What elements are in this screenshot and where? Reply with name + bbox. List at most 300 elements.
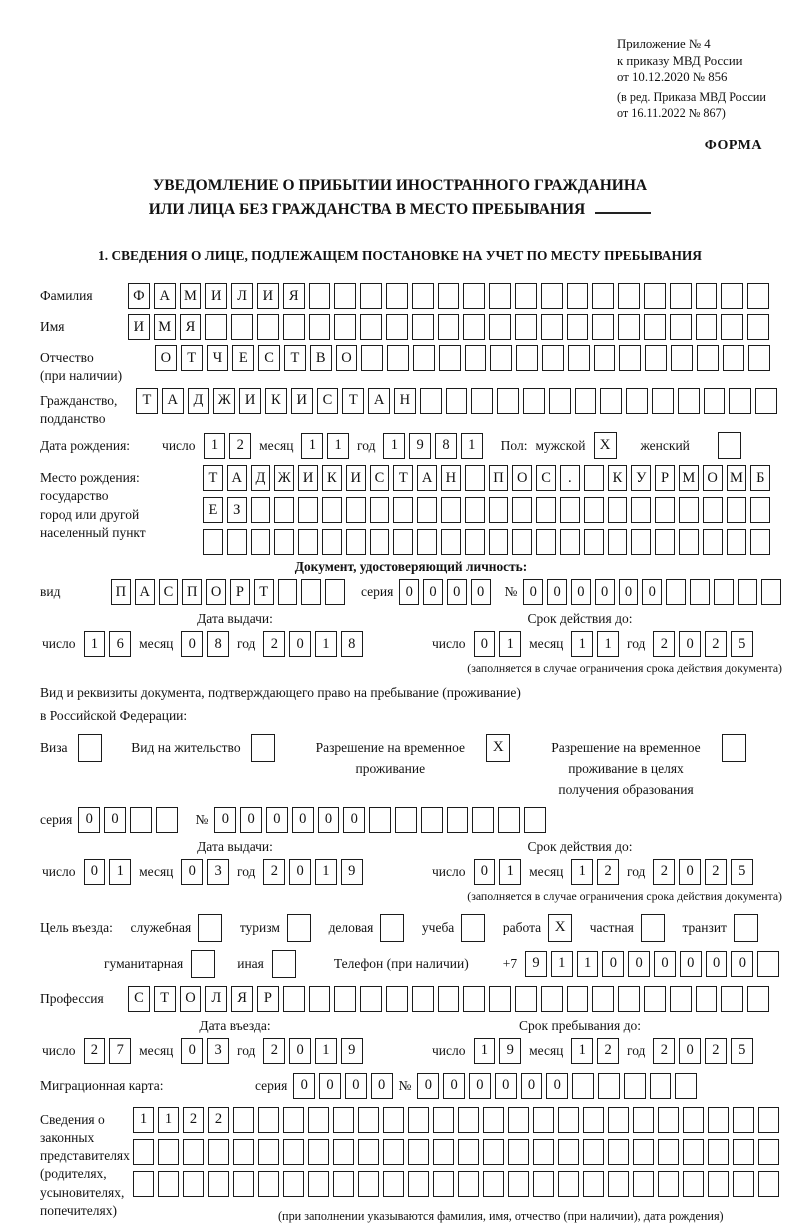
- char-cell[interactable]: [358, 1107, 379, 1133]
- char-cell[interactable]: И: [239, 388, 261, 414]
- char-cell[interactable]: 0: [469, 1073, 491, 1099]
- char-cell[interactable]: [346, 497, 366, 523]
- char-cell[interactable]: З: [227, 497, 247, 523]
- char-cell[interactable]: 2: [653, 859, 675, 885]
- option-temp-residence-edu-checkbox[interactable]: [722, 734, 746, 762]
- char-cell[interactable]: [417, 497, 437, 523]
- char-cell[interactable]: [747, 314, 769, 340]
- char-cell[interactable]: [251, 497, 271, 523]
- char-cell[interactable]: [542, 345, 564, 371]
- char-cell[interactable]: [723, 345, 745, 371]
- char-cell[interactable]: [133, 1171, 154, 1197]
- purpose-other-checkbox[interactable]: [272, 950, 296, 978]
- char-cell[interactable]: [523, 388, 545, 414]
- char-cell[interactable]: [608, 529, 628, 555]
- char-cell[interactable]: Е: [232, 345, 254, 371]
- char-cell[interactable]: 1: [571, 631, 593, 657]
- char-cell[interactable]: [251, 529, 271, 555]
- char-cell[interactable]: [541, 986, 563, 1012]
- char-cell[interactable]: [369, 807, 391, 833]
- char-cell[interactable]: [652, 388, 674, 414]
- char-cell[interactable]: Р: [257, 986, 279, 1012]
- char-cell[interactable]: 1: [474, 1038, 496, 1064]
- char-cell[interactable]: [233, 1139, 254, 1165]
- char-cell[interactable]: [624, 1073, 646, 1099]
- char-cell[interactable]: Л: [205, 986, 227, 1012]
- char-cell[interactable]: [308, 1171, 329, 1197]
- char-cell[interactable]: [258, 1139, 279, 1165]
- char-cell[interactable]: [567, 986, 589, 1012]
- char-cell[interactable]: [489, 283, 511, 309]
- char-cell[interactable]: [655, 529, 675, 555]
- char-cell[interactable]: [658, 1107, 679, 1133]
- char-cell[interactable]: [633, 1171, 654, 1197]
- char-cell[interactable]: [708, 1171, 729, 1197]
- char-cell[interactable]: [393, 497, 413, 523]
- char-cell[interactable]: О: [155, 345, 177, 371]
- option-visa-checkbox[interactable]: [78, 734, 102, 762]
- char-cell[interactable]: [463, 986, 485, 1012]
- char-cell[interactable]: А: [162, 388, 184, 414]
- char-cell[interactable]: [558, 1139, 579, 1165]
- char-cell[interactable]: [463, 314, 485, 340]
- char-cell[interactable]: 1: [301, 433, 323, 459]
- char-cell[interactable]: [575, 388, 597, 414]
- char-cell[interactable]: 0: [78, 807, 100, 833]
- char-cell[interactable]: 0: [547, 579, 567, 605]
- char-cell[interactable]: [626, 388, 648, 414]
- char-cell[interactable]: [458, 1139, 479, 1165]
- char-cell[interactable]: [750, 497, 770, 523]
- char-cell[interactable]: К: [322, 465, 342, 491]
- char-cell[interactable]: [258, 1171, 279, 1197]
- char-cell[interactable]: [490, 345, 512, 371]
- char-cell[interactable]: 1: [571, 1038, 593, 1064]
- char-cell[interactable]: 0: [654, 951, 676, 977]
- char-cell[interactable]: [471, 388, 493, 414]
- char-cell[interactable]: [408, 1171, 429, 1197]
- char-cell[interactable]: О: [206, 579, 226, 605]
- char-cell[interactable]: [386, 314, 408, 340]
- char-cell[interactable]: 2: [597, 1038, 619, 1064]
- char-cell[interactable]: [679, 529, 699, 555]
- purpose-private-checkbox[interactable]: [641, 914, 665, 942]
- char-cell[interactable]: Ч: [207, 345, 229, 371]
- char-cell[interactable]: [536, 497, 556, 523]
- char-cell[interactable]: [644, 314, 666, 340]
- char-cell[interactable]: [395, 807, 417, 833]
- char-cell[interactable]: 1: [133, 1107, 154, 1133]
- char-cell[interactable]: [708, 1107, 729, 1133]
- char-cell[interactable]: 0: [642, 579, 662, 605]
- char-cell[interactable]: [298, 497, 318, 523]
- char-cell[interactable]: А: [135, 579, 155, 605]
- char-cell[interactable]: [757, 951, 779, 977]
- char-cell[interactable]: [533, 1107, 554, 1133]
- char-cell[interactable]: А: [417, 465, 437, 491]
- char-cell[interactable]: С: [159, 579, 179, 605]
- char-cell[interactable]: [441, 529, 461, 555]
- char-cell[interactable]: [158, 1139, 179, 1165]
- char-cell[interactable]: С: [258, 345, 280, 371]
- char-cell[interactable]: И: [298, 465, 318, 491]
- char-cell[interactable]: М: [679, 465, 699, 491]
- char-cell[interactable]: 0: [423, 579, 443, 605]
- char-cell[interactable]: Я: [180, 314, 202, 340]
- char-cell[interactable]: [670, 283, 692, 309]
- char-cell[interactable]: Т: [154, 986, 176, 1012]
- char-cell[interactable]: [558, 1171, 579, 1197]
- char-cell[interactable]: [447, 807, 469, 833]
- char-cell[interactable]: [283, 1139, 304, 1165]
- char-cell[interactable]: [274, 529, 294, 555]
- char-cell[interactable]: 0: [289, 631, 311, 657]
- char-cell[interactable]: Д: [188, 388, 210, 414]
- char-cell[interactable]: [383, 1171, 404, 1197]
- char-cell[interactable]: [408, 1139, 429, 1165]
- char-cell[interactable]: [508, 1107, 529, 1133]
- char-cell[interactable]: [644, 986, 666, 1012]
- char-cell[interactable]: А: [368, 388, 390, 414]
- char-cell[interactable]: 0: [521, 1073, 543, 1099]
- char-cell[interactable]: [438, 986, 460, 1012]
- char-cell[interactable]: [463, 283, 485, 309]
- char-cell[interactable]: 0: [474, 631, 496, 657]
- char-cell[interactable]: [512, 529, 532, 555]
- char-cell[interactable]: 0: [619, 579, 639, 605]
- char-cell[interactable]: 2: [183, 1107, 204, 1133]
- char-cell[interactable]: 8: [207, 631, 229, 657]
- char-cell[interactable]: [360, 283, 382, 309]
- char-cell[interactable]: [227, 529, 247, 555]
- char-cell[interactable]: 1: [84, 631, 106, 657]
- char-cell[interactable]: [733, 1139, 754, 1165]
- char-cell[interactable]: [541, 283, 563, 309]
- char-cell[interactable]: [748, 345, 770, 371]
- char-cell[interactable]: 0: [319, 1073, 341, 1099]
- char-cell[interactable]: 0: [546, 1073, 568, 1099]
- char-cell[interactable]: 0: [680, 951, 702, 977]
- char-cell[interactable]: [301, 579, 321, 605]
- char-cell[interactable]: 0: [292, 807, 314, 833]
- char-cell[interactable]: И: [128, 314, 150, 340]
- char-cell[interactable]: С: [128, 986, 150, 1012]
- char-cell[interactable]: [515, 986, 537, 1012]
- char-cell[interactable]: 3: [207, 859, 229, 885]
- char-cell[interactable]: Ф: [128, 283, 150, 309]
- char-cell[interactable]: 9: [525, 951, 547, 977]
- char-cell[interactable]: 1: [383, 433, 405, 459]
- char-cell[interactable]: 0: [447, 579, 467, 605]
- char-cell[interactable]: [258, 1107, 279, 1133]
- char-cell[interactable]: [697, 345, 719, 371]
- char-cell[interactable]: [721, 314, 743, 340]
- char-cell[interactable]: [670, 986, 692, 1012]
- char-cell[interactable]: [433, 1139, 454, 1165]
- char-cell[interactable]: С: [370, 465, 390, 491]
- char-cell[interactable]: Т: [203, 465, 223, 491]
- char-cell[interactable]: [516, 345, 538, 371]
- char-cell[interactable]: 0: [318, 807, 340, 833]
- char-cell[interactable]: [438, 283, 460, 309]
- char-cell[interactable]: [483, 1171, 504, 1197]
- char-cell[interactable]: О: [180, 986, 202, 1012]
- char-cell[interactable]: [386, 986, 408, 1012]
- char-cell[interactable]: [465, 345, 487, 371]
- char-cell[interactable]: [560, 529, 580, 555]
- char-cell[interactable]: [465, 465, 485, 491]
- char-cell[interactable]: [183, 1139, 204, 1165]
- char-cell[interactable]: 0: [443, 1073, 465, 1099]
- char-cell[interactable]: [733, 1171, 754, 1197]
- char-cell[interactable]: [541, 314, 563, 340]
- char-cell[interactable]: [671, 345, 693, 371]
- purpose-tourism-checkbox[interactable]: [287, 914, 311, 942]
- char-cell[interactable]: [489, 497, 509, 523]
- char-cell[interactable]: [322, 497, 342, 523]
- char-cell[interactable]: [524, 807, 546, 833]
- char-cell[interactable]: [309, 314, 331, 340]
- char-cell[interactable]: [334, 314, 356, 340]
- char-cell[interactable]: [515, 283, 537, 309]
- char-cell[interactable]: Т: [254, 579, 274, 605]
- purpose-work-checkbox[interactable]: X: [548, 914, 572, 942]
- char-cell[interactable]: 5: [731, 1038, 753, 1064]
- char-cell[interactable]: Е: [203, 497, 223, 523]
- char-cell[interactable]: [361, 345, 383, 371]
- char-cell[interactable]: 2: [705, 859, 727, 885]
- char-cell[interactable]: [274, 497, 294, 523]
- char-cell[interactable]: [645, 345, 667, 371]
- char-cell[interactable]: [130, 807, 152, 833]
- char-cell[interactable]: .: [560, 465, 580, 491]
- char-cell[interactable]: К: [265, 388, 287, 414]
- char-cell[interactable]: [631, 529, 651, 555]
- char-cell[interactable]: [421, 807, 443, 833]
- char-cell[interactable]: И: [257, 283, 279, 309]
- char-cell[interactable]: 0: [679, 631, 701, 657]
- char-cell[interactable]: [370, 529, 390, 555]
- char-cell[interactable]: 1: [499, 859, 521, 885]
- char-cell[interactable]: [619, 345, 641, 371]
- char-cell[interactable]: [558, 1107, 579, 1133]
- char-cell[interactable]: 0: [679, 859, 701, 885]
- purpose-study-checkbox[interactable]: [461, 914, 485, 942]
- char-cell[interactable]: [333, 1171, 354, 1197]
- char-cell[interactable]: [433, 1107, 454, 1133]
- char-cell[interactable]: [413, 345, 435, 371]
- char-cell[interactable]: В: [310, 345, 332, 371]
- char-cell[interactable]: [441, 497, 461, 523]
- char-cell[interactable]: [208, 1139, 229, 1165]
- char-cell[interactable]: 0: [731, 951, 753, 977]
- char-cell[interactable]: [208, 1171, 229, 1197]
- char-cell[interactable]: М: [727, 465, 747, 491]
- char-cell[interactable]: 9: [341, 1038, 363, 1064]
- char-cell[interactable]: [600, 388, 622, 414]
- char-cell[interactable]: [572, 1073, 594, 1099]
- char-cell[interactable]: Ж: [213, 388, 235, 414]
- char-cell[interactable]: [346, 529, 366, 555]
- char-cell[interactable]: 0: [523, 579, 543, 605]
- char-cell[interactable]: 8: [435, 433, 457, 459]
- char-cell[interactable]: [721, 986, 743, 1012]
- char-cell[interactable]: Р: [230, 579, 250, 605]
- char-cell[interactable]: 0: [240, 807, 262, 833]
- char-cell[interactable]: 1: [499, 631, 521, 657]
- char-cell[interactable]: 0: [474, 859, 496, 885]
- sex-male-checkbox[interactable]: X: [594, 432, 617, 459]
- char-cell[interactable]: [594, 345, 616, 371]
- char-cell[interactable]: [533, 1171, 554, 1197]
- char-cell[interactable]: 9: [341, 859, 363, 885]
- char-cell[interactable]: [683, 1107, 704, 1133]
- char-cell[interactable]: [309, 986, 331, 1012]
- char-cell[interactable]: 1: [158, 1107, 179, 1133]
- char-cell[interactable]: 1: [597, 631, 619, 657]
- char-cell[interactable]: [683, 1139, 704, 1165]
- char-cell[interactable]: [508, 1171, 529, 1197]
- char-cell[interactable]: [465, 497, 485, 523]
- char-cell[interactable]: О: [336, 345, 358, 371]
- char-cell[interactable]: [465, 529, 485, 555]
- char-cell[interactable]: 6: [109, 631, 131, 657]
- char-cell[interactable]: [721, 283, 743, 309]
- char-cell[interactable]: 0: [181, 1038, 203, 1064]
- char-cell[interactable]: Т: [136, 388, 158, 414]
- char-cell[interactable]: [592, 314, 614, 340]
- char-cell[interactable]: [584, 465, 604, 491]
- char-cell[interactable]: [729, 388, 751, 414]
- char-cell[interactable]: [727, 497, 747, 523]
- char-cell[interactable]: [308, 1107, 329, 1133]
- char-cell[interactable]: 0: [84, 859, 106, 885]
- char-cell[interactable]: [679, 497, 699, 523]
- char-cell[interactable]: [408, 1107, 429, 1133]
- char-cell[interactable]: [618, 314, 640, 340]
- char-cell[interactable]: [536, 529, 556, 555]
- char-cell[interactable]: [758, 1139, 779, 1165]
- char-cell[interactable]: 0: [345, 1073, 367, 1099]
- char-cell[interactable]: У: [631, 465, 651, 491]
- char-cell[interactable]: [358, 1171, 379, 1197]
- char-cell[interactable]: [497, 388, 519, 414]
- char-cell[interactable]: 9: [499, 1038, 521, 1064]
- char-cell[interactable]: [703, 529, 723, 555]
- char-cell[interactable]: Ж: [274, 465, 294, 491]
- char-cell[interactable]: [498, 807, 520, 833]
- char-cell[interactable]: [489, 986, 511, 1012]
- char-cell[interactable]: 0: [371, 1073, 393, 1099]
- char-cell[interactable]: [257, 314, 279, 340]
- char-cell[interactable]: [644, 283, 666, 309]
- char-cell[interactable]: [758, 1171, 779, 1197]
- char-cell[interactable]: [704, 388, 726, 414]
- char-cell[interactable]: [233, 1107, 254, 1133]
- char-cell[interactable]: И: [346, 465, 366, 491]
- char-cell[interactable]: 0: [399, 579, 419, 605]
- char-cell[interactable]: [583, 1107, 604, 1133]
- char-cell[interactable]: А: [154, 283, 176, 309]
- char-cell[interactable]: [738, 579, 758, 605]
- char-cell[interactable]: [412, 986, 434, 1012]
- char-cell[interactable]: [560, 497, 580, 523]
- char-cell[interactable]: 1: [109, 859, 131, 885]
- char-cell[interactable]: О: [512, 465, 532, 491]
- purpose-business-checkbox[interactable]: [198, 914, 222, 942]
- char-cell[interactable]: [714, 579, 734, 605]
- char-cell[interactable]: 0: [289, 859, 311, 885]
- sex-female-checkbox[interactable]: [718, 432, 741, 459]
- char-cell[interactable]: 2: [229, 433, 251, 459]
- char-cell[interactable]: 2: [208, 1107, 229, 1133]
- char-cell[interactable]: [755, 388, 777, 414]
- char-cell[interactable]: [549, 388, 571, 414]
- char-cell[interactable]: 1: [204, 433, 226, 459]
- char-cell[interactable]: [325, 579, 345, 605]
- char-cell[interactable]: [592, 986, 614, 1012]
- char-cell[interactable]: [489, 314, 511, 340]
- char-cell[interactable]: 2: [597, 859, 619, 885]
- char-cell[interactable]: [678, 388, 700, 414]
- char-cell[interactable]: [633, 1139, 654, 1165]
- char-cell[interactable]: [733, 1107, 754, 1133]
- char-cell[interactable]: 1: [551, 951, 573, 977]
- char-cell[interactable]: [618, 986, 640, 1012]
- char-cell[interactable]: П: [182, 579, 202, 605]
- option-residence-permit-checkbox[interactable]: [251, 734, 275, 762]
- char-cell[interactable]: Р: [655, 465, 675, 491]
- char-cell[interactable]: [278, 579, 298, 605]
- char-cell[interactable]: [334, 986, 356, 1012]
- char-cell[interactable]: [567, 314, 589, 340]
- char-cell[interactable]: [383, 1139, 404, 1165]
- char-cell[interactable]: 2: [263, 859, 285, 885]
- char-cell[interactable]: [675, 1073, 697, 1099]
- char-cell[interactable]: 1: [315, 631, 337, 657]
- char-cell[interactable]: [658, 1139, 679, 1165]
- char-cell[interactable]: [708, 1139, 729, 1165]
- char-cell[interactable]: 7: [109, 1038, 131, 1064]
- char-cell[interactable]: [584, 529, 604, 555]
- char-cell[interactable]: [387, 345, 409, 371]
- char-cell[interactable]: [631, 497, 651, 523]
- char-cell[interactable]: Н: [394, 388, 416, 414]
- char-cell[interactable]: 2: [653, 631, 675, 657]
- char-cell[interactable]: И: [205, 283, 227, 309]
- char-cell[interactable]: [568, 345, 590, 371]
- char-cell[interactable]: С: [317, 388, 339, 414]
- char-cell[interactable]: 5: [731, 631, 753, 657]
- char-cell[interactable]: [370, 497, 390, 523]
- purpose-commercial-checkbox[interactable]: [380, 914, 404, 942]
- char-cell[interactable]: [156, 807, 178, 833]
- char-cell[interactable]: [608, 1171, 629, 1197]
- char-cell[interactable]: [747, 986, 769, 1012]
- char-cell[interactable]: [703, 497, 723, 523]
- char-cell[interactable]: 1: [315, 1038, 337, 1064]
- char-cell[interactable]: [158, 1171, 179, 1197]
- char-cell[interactable]: 1: [461, 433, 483, 459]
- char-cell[interactable]: [592, 283, 614, 309]
- char-cell[interactable]: М: [180, 283, 202, 309]
- char-cell[interactable]: [420, 388, 442, 414]
- char-cell[interactable]: Б: [750, 465, 770, 491]
- char-cell[interactable]: 0: [571, 579, 591, 605]
- char-cell[interactable]: Д: [251, 465, 271, 491]
- option-temp-residence-checkbox[interactable]: X: [486, 734, 510, 762]
- char-cell[interactable]: [417, 529, 437, 555]
